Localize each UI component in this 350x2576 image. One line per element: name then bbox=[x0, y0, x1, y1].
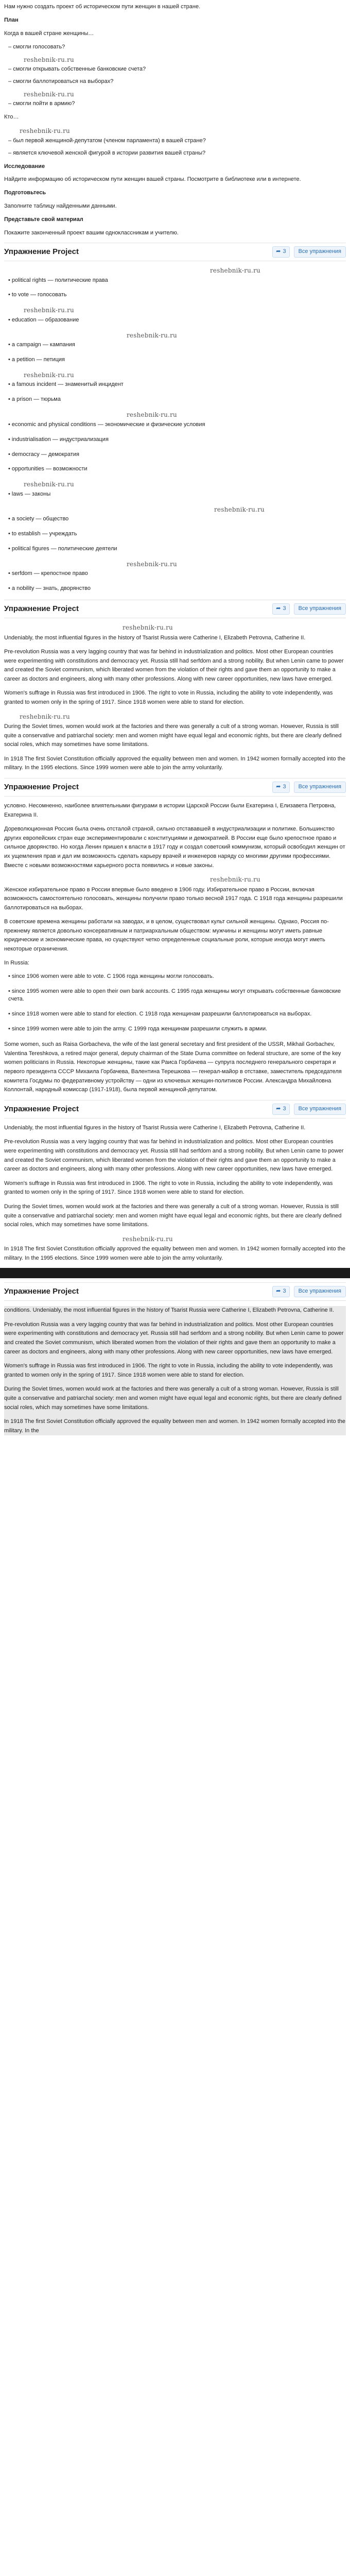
paragraph: В советские времена женщины работали на заводах, и в целом, существовал культ сильной женщины. Однако, Россия по-прежнему является довольно консервативным и патриархальным обществом: мужчины и женщины могут иметь равные юридические и экономические права, но существуют четко определенные социальные роли, которые иногда могут иметь некоторые ограничения. bbox=[4, 919, 329, 953]
section-title: Упражнение Project bbox=[4, 783, 79, 792]
watermark: reshebnik-ru.ru bbox=[20, 713, 70, 720]
watermark: reshebnik-ru.ru bbox=[24, 307, 74, 314]
share-icon: ➦ bbox=[276, 248, 281, 255]
vocab-item: • a nobility — знать, дворянство bbox=[8, 585, 346, 593]
vocab-item: • political figures — политические деятели bbox=[8, 545, 346, 553]
share-count: 3 bbox=[283, 1105, 286, 1112]
section-header bbox=[4, 1282, 346, 1301]
plan-item: – смогли открывать собственные банковские счета? bbox=[8, 65, 346, 74]
present-label: Представьте свой материал bbox=[4, 216, 83, 223]
paragraph: Pre-revolution Russia was a very lagging country that was far behind in industrialization and politics. Most other European countries were experimenting with constitutions and democracy yet. Russia still had serfdom and a strong nobility. But when Lenin came to power and created the Soviet communism, which liberated women from the violation of their rights and gave them an opportunity to make a career as doctors and engineers, along with many other professions. Along with new career opportunities, new laws have emerged. bbox=[4, 649, 344, 682]
section-tools bbox=[272, 782, 346, 793]
watermark: reshebnik-ru.ru bbox=[122, 624, 173, 632]
english-text bbox=[4, 1306, 346, 1435]
all-exercises-button[interactable]: Все упражнения bbox=[294, 782, 346, 793]
english-text bbox=[4, 634, 346, 773]
watermark: reshebnik-ru.ru bbox=[122, 1235, 173, 1243]
vocab-item: • to vote — голосовать bbox=[8, 291, 346, 299]
watermark: reshebnik-ru.ru bbox=[24, 56, 74, 63]
watermark: reshebnik-ru.ru bbox=[127, 560, 177, 568]
plan-item: – смогли пойти в армию? bbox=[8, 100, 346, 108]
paragraph: In 1918 The first Soviet Constitution officially approved the equality between men and women. In 1942 women formally accepted into the military. In the 1995 elections. Since 1999 women were able to join the army voluntarily. bbox=[4, 1246, 346, 1261]
paragraph: In 1918 The first Soviet Constitution officially approved the equality between men and women. In 1942 women formally accepted into the military. In the bbox=[4, 1418, 346, 1434]
in-russia-label: In Russia: bbox=[4, 959, 29, 966]
share-button[interactable] bbox=[272, 1104, 289, 1115]
paragraph: Some women, such as Raisa Gorbacheva, the wife of the last general secretary and first president of the USSR, Mikhail Gorbachev, Valentina Tereshkova, a retired major general, deputy chairman of the State Duma committee on federal structure, are some of the key women politicians in Russia. Некоторые женщины, такие как Раиса Горбачева — супруга последнего генерального секретаря и первого президента СССР Михаила Горбачева, Валентина Терешкова — генерал-майор в отставке, заместитель председателя комитета Госдумы по федеративному устройству — одни из ключевых женщин-политиков России. Александра Михайловна Коллонтай, народный комиссар (1917-1918), была первой женщиной-депутатом. bbox=[4, 1041, 342, 1093]
share-button[interactable] bbox=[272, 603, 289, 615]
plan-item: – смогли голосовать? bbox=[8, 43, 346, 52]
vocab-item: • a petition — петиция bbox=[8, 356, 346, 364]
vocab-item: • economic and physical conditions — экономические и физические условия bbox=[8, 421, 346, 429]
plan-label: План bbox=[4, 16, 19, 23]
closing-text bbox=[4, 1040, 346, 1095]
who-item: – был первой женщиной-депутатом (членом парламента) в вашей стране? bbox=[8, 137, 346, 145]
paragraph: During the Soviet times, women would work at the factories and there was generally a cult of a strong woman. However, Russia is still quite a conservative and patriarchal society: men and women might have equal legal and economic rights, but there are clearly defined social roles, which may sometimes have some limitations. bbox=[4, 1203, 342, 1228]
research-label: Исследование bbox=[4, 163, 45, 170]
all-exercises-button[interactable]: Все упражнения bbox=[294, 1104, 346, 1115]
paragraph: Pre-revolution Russia was a very lagging country that was far behind in industrialization and politics. Most other European countries were experimenting with constitutions and democracy yet. Russia still had serfdom and a strong nobility. But when Lenin came to power and created the Soviet communism, which liberated women from the violation of their rights and gave them an opportunity to make a career as doctors and engineers, along with many other professions. Along with new career opportunities, new laws have emerged. bbox=[4, 1139, 344, 1173]
section-tools bbox=[272, 1104, 346, 1115]
who-list bbox=[8, 137, 346, 158]
share-button[interactable] bbox=[272, 246, 289, 258]
section-header bbox=[4, 243, 346, 261]
all-exercises-button[interactable]: Все упражнения bbox=[294, 603, 346, 615]
section-header bbox=[4, 600, 346, 618]
paragraph: During the Soviet times, women would work at the factories and there was generally a cult of a strong woman. However, Russia is still quite a conservative and patriarchal society: men and women might have equal legal and economic rights, but there are clearly defined social roles, which may sometimes have some limitations. bbox=[4, 723, 342, 748]
all-exercises-button[interactable]: Все упражнения bbox=[294, 1286, 346, 1297]
vocab-item: • laws — законы bbox=[8, 490, 346, 499]
section-header bbox=[4, 1100, 346, 1118]
russian-text bbox=[4, 802, 346, 954]
section-header bbox=[4, 778, 346, 796]
vocab-item: • a prison — тюрьма bbox=[8, 396, 346, 404]
vocab-item: • to establish — учреждать bbox=[8, 530, 346, 538]
paragraph: Women's suffrage in Russia was first introduced in 1906. The right to vote in Russia, including the ability to vote independently, was granted to women only in the spring of 1917. Since 1918 women were able to stand for election. bbox=[4, 690, 333, 706]
section-title: Упражнение Project bbox=[4, 1104, 79, 1113]
vocab-item: • a society — общество bbox=[8, 515, 346, 523]
plan-item: – смогли баллотироваться на выборах? bbox=[8, 78, 346, 86]
share-count: 3 bbox=[283, 784, 286, 790]
paragraph: In 1918 The first Soviet Constitution officially approved the equality between men and women. In 1942 women formally accepted into the military. In the 1995 elections. Since 1999 women were able to join the army voluntarily. bbox=[4, 755, 346, 771]
vocab-item: • a campaign — кампания bbox=[8, 341, 346, 349]
prep-label: Подготовьтесь bbox=[4, 190, 46, 196]
share-count: 3 bbox=[283, 248, 286, 255]
paragraph: условно. Несомненно, наиболее влиятельными фигурами в истории Царской России были Екатерина I, Елизавета Петровна, Екатерина II. bbox=[4, 802, 336, 818]
prep-text: Заполните таблицу найденными данными. bbox=[4, 203, 117, 210]
vocab-item: • opportunities — возможности bbox=[8, 465, 346, 473]
in-russia-item: • since 1995 women were able to open their own bank accounts. С 1995 года женщины могут открывать собственные банковские счета. bbox=[8, 988, 346, 1004]
vocab-item: • industrialisation — индустриализация bbox=[8, 436, 346, 444]
paragraph: Women's suffrage in Russia was first introduced in 1906. The right to vote in Russia, including the ability to vote independently, was granted to women only in the spring of 1917. Since 1918 women were able to stand for election. bbox=[4, 1180, 333, 1196]
paragraph: Undeniably, the most influential figures in the history of Tsarist Russia were Catherine I, Elizabeth Petrovna, Catherine II. bbox=[4, 1124, 306, 1131]
watermark: reshebnik-ru.ru bbox=[127, 411, 177, 419]
present-text: Покажите законченный проект вашим одноклассникам и учителю. bbox=[4, 230, 179, 236]
research-text: Найдите информацию об историческом пути женщин вашей страны. Посмотрите в библиотеке или в интернете. bbox=[4, 176, 301, 183]
share-icon: ➦ bbox=[276, 1288, 281, 1295]
share-icon: ➦ bbox=[276, 784, 281, 790]
in-russia-item: • since 1906 women were able to vote. С 1906 года женщины могли голосовать. bbox=[8, 973, 346, 981]
vocab-item: • political rights — политические права bbox=[8, 277, 346, 285]
watermark: reshebnik-ru.ru bbox=[127, 331, 177, 339]
section-title: Упражнение Project bbox=[4, 1287, 79, 1296]
in-russia-item: • since 1999 women were able to join the army. С 1999 года женщинам разрешили служить в армии. bbox=[8, 1025, 346, 1033]
in-russia-list bbox=[8, 973, 346, 1034]
vocab-item: • democracy — демократия bbox=[8, 451, 346, 459]
section-title: Упражнение Project bbox=[4, 247, 79, 257]
vocab-list bbox=[8, 277, 346, 594]
divider-bar bbox=[0, 1268, 350, 1278]
all-exercises-button[interactable]: Все упражнения bbox=[294, 246, 346, 258]
paragraph: conditions. Undeniably, the most influential figures in the history of Tsarist Russia were Catherine I, Elizabeth Petrovna, Catherine II. bbox=[4, 1307, 334, 1314]
watermark: reshebnik-ru.ru bbox=[24, 481, 74, 488]
share-icon: ➦ bbox=[276, 1105, 281, 1112]
paragraph: Женское избирательное право в России впервые было введено в 1906 году. Избирательное право в России, включая возможность самостоятельно голосовать, женщины получили право только весной 1917 года. С 1918 года женщины разрешили баллотироваться на выборах. bbox=[4, 886, 343, 911]
paragraph: Pre-revolution Russia was a very lagging country that was far behind in industrialization and politics. Most other European countries were experimenting with constitutions and democracy yet. Russia still had serfdom and a strong nobility. But when Lenin came to power and created the Soviet communism, which liberated women from the violation of their rights and gave them an opportunity to make a career as doctors and engineers, along with many other professions. Along with new career opportunities, new laws have emerged. bbox=[4, 1321, 344, 1355]
section-tools bbox=[272, 1286, 346, 1297]
watermark: reshebnik-ru.ru bbox=[20, 127, 70, 135]
watermark: reshebnik-ru.ru bbox=[214, 505, 265, 513]
who-label: Кто… bbox=[4, 114, 19, 121]
intro-text: Нам нужно создать проект об историческом пути женщин в нашей стране. bbox=[4, 4, 201, 10]
paragraph: Undeniably, the most influential figures in the history of Tsarist Russia were Catherine I, Elizabeth Petrovna, Catherine II. bbox=[4, 634, 306, 641]
in-russia-item: • since 1918 women were able to stand for election. С 1918 года женщинам разрешили баллотироваться на выборах. bbox=[8, 1010, 346, 1019]
vocab-item: • education — образование bbox=[8, 316, 346, 325]
share-count: 3 bbox=[283, 1288, 286, 1295]
english-text bbox=[4, 1124, 346, 1263]
paragraph: Дореволюционная Россия была очень отсталой страной, сильно отстававшей в индустриализации и политике. Большинство других европейских стран еще экспериментировали с конституциями и демократией. В России еще было крепостное право и сильное дворянство. Но когда Ленин пришел к власти в 1917 году и создал советский коммунизм, который освободил женщин от их ущемления прав и дал им возможность сделать карьеру врачей и инженеров наряду со многими другими профессиями. Вместе с новыми возможностями карьерного роста появились и новые законы. bbox=[4, 826, 345, 869]
watermark: reshebnik-ru.ru bbox=[24, 371, 74, 379]
paragraph: During the Soviet times, women would work at the factories and there was generally a cult of a strong woman. However, Russia is still quite a conservative and patriarchal society: men and women might have equal legal and economic rights, but there are clearly defined social roles, which may sometimes have some limitations. bbox=[4, 1386, 342, 1411]
plan-list bbox=[8, 43, 346, 109]
vocab-item: • serfdom — крепостное право bbox=[8, 570, 346, 578]
watermark: reshebnik-ru.ru bbox=[24, 91, 74, 98]
watermark: reshebnik-ru.ru bbox=[210, 876, 260, 884]
paragraph: Women's suffrage in Russia was first introduced in 1906. The right to vote in Russia, including the ability to vote independently, was granted to women only in the spring of 1917. Since 1918 women were able to stand for election. bbox=[4, 1363, 333, 1378]
share-button[interactable] bbox=[272, 1286, 289, 1297]
section-tools bbox=[272, 603, 346, 615]
plan-question: Когда в вашей стране женщины… bbox=[4, 30, 94, 37]
vocab-item: • a famous incident — знаменитый инцидент bbox=[8, 381, 346, 389]
share-button[interactable] bbox=[272, 782, 289, 793]
section-tools bbox=[272, 246, 346, 258]
share-count: 3 bbox=[283, 605, 286, 612]
watermark: reshebnik-ru.ru bbox=[210, 267, 260, 275]
section-title: Упражнение Project bbox=[4, 604, 79, 614]
share-icon: ➦ bbox=[276, 605, 281, 612]
who-item: – является ключевой женской фигурой в истории развития вашей страны? bbox=[8, 149, 346, 158]
